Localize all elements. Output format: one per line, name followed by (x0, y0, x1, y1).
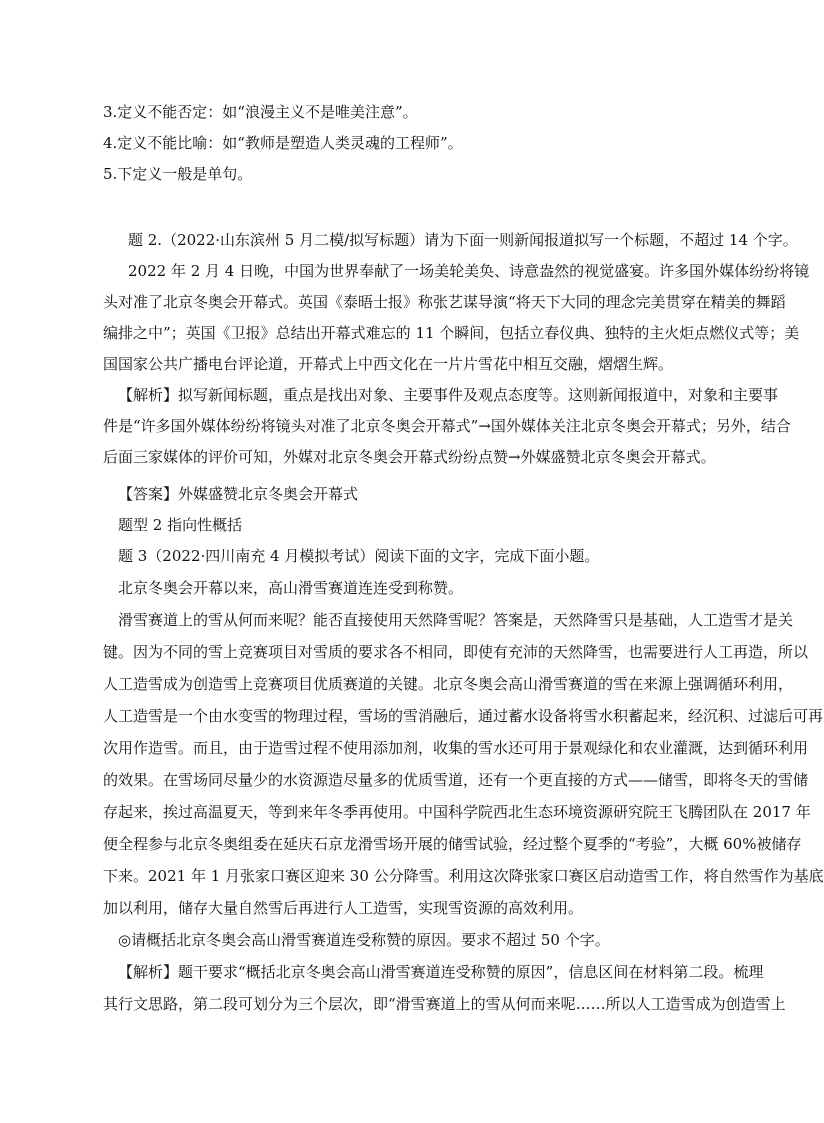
material-title: 北京冬奥会开幕以来，高山滑雪赛道连连受到称赞。 (118, 579, 464, 597)
question-prompt: ◎请概括北京冬奥会高山滑雪赛道连受称赞的原因。要求不超过 50 个字。 (118, 931, 610, 949)
material-paragraph-line: 便全程参与北京冬奥组委在延庆石京龙滑雪场开展的储雪试验，经过整个夏季的“考验”，大概 60%被储存 (103, 835, 802, 853)
definition-rule-5: 5.下定义一般是单句。 (103, 165, 253, 183)
analysis-2-paragraph-line: 其行文思路，第二段可划分为三个层次，即“滑雪赛道上的雪从何而来呢……所以人工造雪成为创造雪上 (103, 995, 786, 1013)
question-type-heading: 题型 2 指向性概括 (118, 516, 243, 534)
analysis-paragraph-line: 件是“许多国外媒体纷纷将镜头对准了北京冬奥会开幕式”→国外媒体关注北京冬奥会开幕式；另外，结合 (103, 417, 791, 435)
material-paragraph-line: 加以利用，储存大量自然雪后再进行人工造雪，实现雪资源的高效利用。 (103, 899, 584, 917)
material-paragraph-line: 存起来，挨过高温夏天，等到来年冬季再使用。中国科学院西北生态环境资源研究院王飞腾团队在 2017 年 (103, 803, 811, 821)
news-paragraph-line: 头对准了北京冬奥会开幕式。英国《泰晤士报》称张艺谋导演“将天下大同的理念完美贯穿在精美的舞蹈 (103, 293, 786, 311)
question-3-heading: 题 3（2022·四川南充 4 月模拟考试）阅读下面的文字，完成下面小题。 (118, 547, 600, 565)
material-paragraph-line: 人工造雪成为创造雪上竞赛项目优质赛道的关键。北京冬奥会高山滑雪赛道的雪在来源上强调循环利用， (103, 675, 794, 693)
analysis-paragraph-line: 后面三家媒体的评价可知，外媒对北京冬奥会开幕式纷纷点赞→外媒盛赞北京冬奥会开幕式。 (103, 448, 716, 466)
news-paragraph-line: 编排之中”；英国《卫报》总结出开幕式难忘的 11 个瞬间，包括立春仪典、独特的主火炬点燃仪式等；美 (103, 324, 800, 342)
material-paragraph-line: 下来。2021 年 1 月张家口赛区迎来 30 公分降雪。利用这次降张家口赛区启动造雪工作，将自然雪作为基底 (103, 867, 824, 885)
material-paragraph-line: 键。因为不同的雪上竞赛项目对雪质的要求各不相同，即使有充沛的天然降雪，也需要进行人工再造，所以 (103, 643, 809, 661)
question-2-heading: 题 2.（2022·山东滨州 5 月二模/拟写标题）请为下面一则新闻报道拟写一个标题，不超过 14 个字。 (128, 231, 798, 249)
analysis-2-paragraph-line: 【解析】题干要求“概括北京冬奥会高山滑雪赛道连受称赞的原因”，信息区间在材料第二段。梳理 (118, 963, 764, 981)
material-paragraph-line: 人工造雪是一个由水变雪的物理过程，雪场的雪消融后，通过蓄水设备将雪水积蓄起来，经沉积、过滤后可再 (103, 707, 824, 725)
material-paragraph-line: 次用作造雪。而且，由于造雪过程不使用添加剂，收集的雪水还可用于景观绿化和农业灌溉，达到循环利用 (103, 739, 809, 757)
analysis-paragraph-line: 【解析】拟写新闻标题，重点是找出对象、主要事件及观点态度等。这则新闻报道中，对象和主要事 (118, 386, 779, 404)
news-paragraph-line: 国国家公共广播电台评论道，开幕式上中西文化在一片片雪花中相互交融，熠熠生辉。 (103, 355, 674, 373)
news-paragraph-line: 2022 年 2 月 4 日晚，中国为世界奉献了一场美轮美奂、诗意盎然的视觉盛宴。许多国外媒体纷纷将镜 (128, 262, 810, 280)
material-paragraph-line: 的效果。在雪场同尽量少的水资源造尽量多的优质雪道，还有一个更直接的方式——储雪，即将冬天的雪储 (103, 771, 809, 789)
definition-rule-4: 4.定义不能比喻：如“教师是塑造人类灵魂的工程师”。 (103, 134, 463, 152)
answer-line: 【答案】外媒盛赞北京冬奥会开幕式 (118, 485, 359, 503)
material-paragraph-line: 滑雪赛道上的雪从何而来呢？能否直接使用天然降雪呢？答案是，天然降雪只是基础，人工造雪才是关 (118, 611, 794, 629)
definition-rule-3: 3.定义不能否定：如“浪漫主义不是唯美注意”。 (103, 103, 418, 121)
